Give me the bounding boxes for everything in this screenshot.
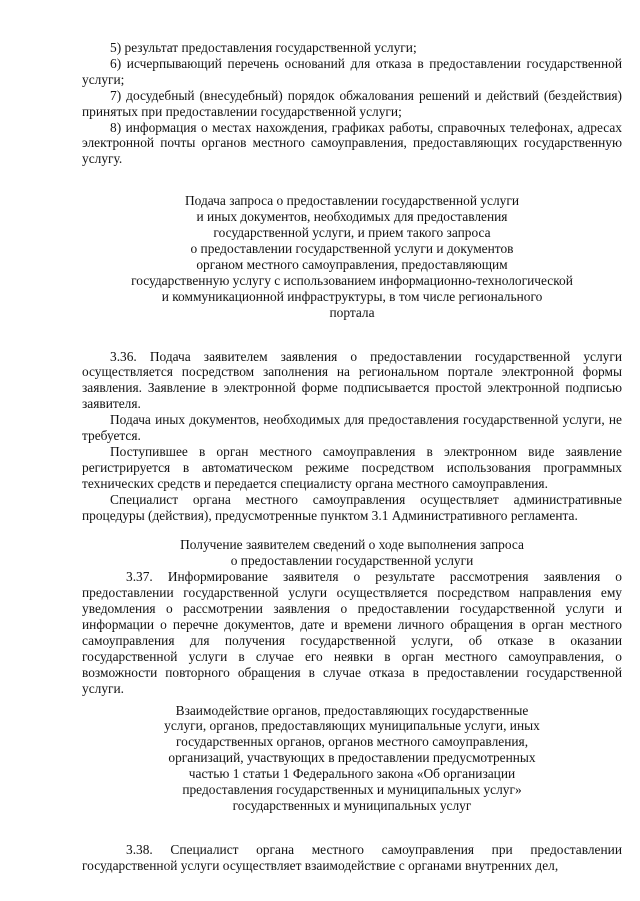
list-item-5: 5) результат предоставления государственной услуги;: [110, 40, 417, 55]
heading-line: государственных органов, органов местного самоуправления,: [175, 734, 529, 750]
section-heading-interaction: [82, 703, 622, 814]
heading-line: предоставления государственных и муниципальных услуг»: [182, 782, 522, 798]
heading-line: о предоставлении государственной услуги и документов: [190, 240, 514, 256]
heading-line: государственных и муниципальных услуг: [232, 797, 472, 813]
paragraph-other-documents: Подача иных документов, необходимых для предоставления государственной услуги, не требуется.: [82, 412, 622, 444]
heading-line: о предоставлении государственной услуги: [230, 553, 474, 569]
heading-line: услуги, органов, предоставляющих муниципальные услуги, иных: [164, 718, 540, 734]
list-item-8: 8) информация о местах нахождения, графиках работы, справочных телефонах, адресах электронной почты органов местного самоуправления, предоставляющих государственную услугу.: [82, 119, 622, 167]
heading-line: частью 1 статьи 1 Федерального закона «Об организации: [188, 766, 516, 782]
list-item-7: 7) досудебный (внесудебный) порядок обжалования решений и действий (бездействия) принятых при предоставлении государственной услуги;: [82, 87, 622, 119]
heading-line: Получение заявителем сведений о ходе выполнения запроса: [180, 537, 524, 553]
list-item-6: 6) исчерпывающий перечень оснований для отказа в предоставлении государственной услуги;: [82, 55, 622, 87]
heading-line: государственную услугу с использованием информационно-технологической: [131, 272, 573, 288]
paragraph-3-37: 3.37. Информирование заявителя о результате рассмотрения заявления о предоставлении государственной услуги осуществляется посредством направления ему уведомления о рассмотрении заявления о предоставлении государственной услуги и информации о перечне документов, дате и времени личного обращения в орган местного самоуправления для получения государственной услуги, об отказе в оказании государственной услуги в случае его неявки в орган местного самоуправления, о возможности повторного обращения в случае отказа в предоставлении государственной услуги.: [82, 569, 622, 696]
section-heading-progress: [82, 537, 622, 569]
paragraph-specialist: Специалист органа местного самоуправления осуществляет административные процедуры (действия), предусмотренные пунктом 3.1 Административного регламента.: [82, 491, 622, 523]
heading-line: органом местного самоуправления, предоставляющим: [196, 256, 508, 272]
paragraph-registration: Поступившее в орган местного самоуправления в электронном виде заявление регистрируется в автоматическом режиме посредством использования программных технических средств и передается специалисту органа местного самоуправления.: [82, 443, 622, 491]
heading-line: и иных документов, необходимых для предоставления: [196, 209, 508, 225]
heading-line: организаций, участвующих в предоставлении предусмотренных: [168, 750, 536, 766]
heading-line: Подача запроса о предоставлении государственной услуги: [184, 193, 520, 209]
paragraph-3-38: 3.38. Специалист органа местного самоуправления при предоставлении государственной услуги осуществляет взаимодействие с органами внутренних дел,: [82, 841, 622, 873]
section-heading-submission: [82, 193, 622, 320]
heading-line: и коммуникационной инфраструктуры, в том числе регионального: [161, 288, 543, 304]
heading-line: государственной услуги, и прием такого запроса: [213, 225, 491, 241]
heading-line: Взаимодействие органов, предоставляющих государственные: [175, 702, 529, 718]
paragraph-3-36: 3.36. Подача заявителем заявления о предоставлении государственной услуги осуществляется посредством заполнения на региональном портале электронной формы заявления. Заявление в электронной форме подписывается простой электронной подписью заявителя.: [82, 348, 622, 412]
heading-line: портала: [329, 304, 375, 320]
